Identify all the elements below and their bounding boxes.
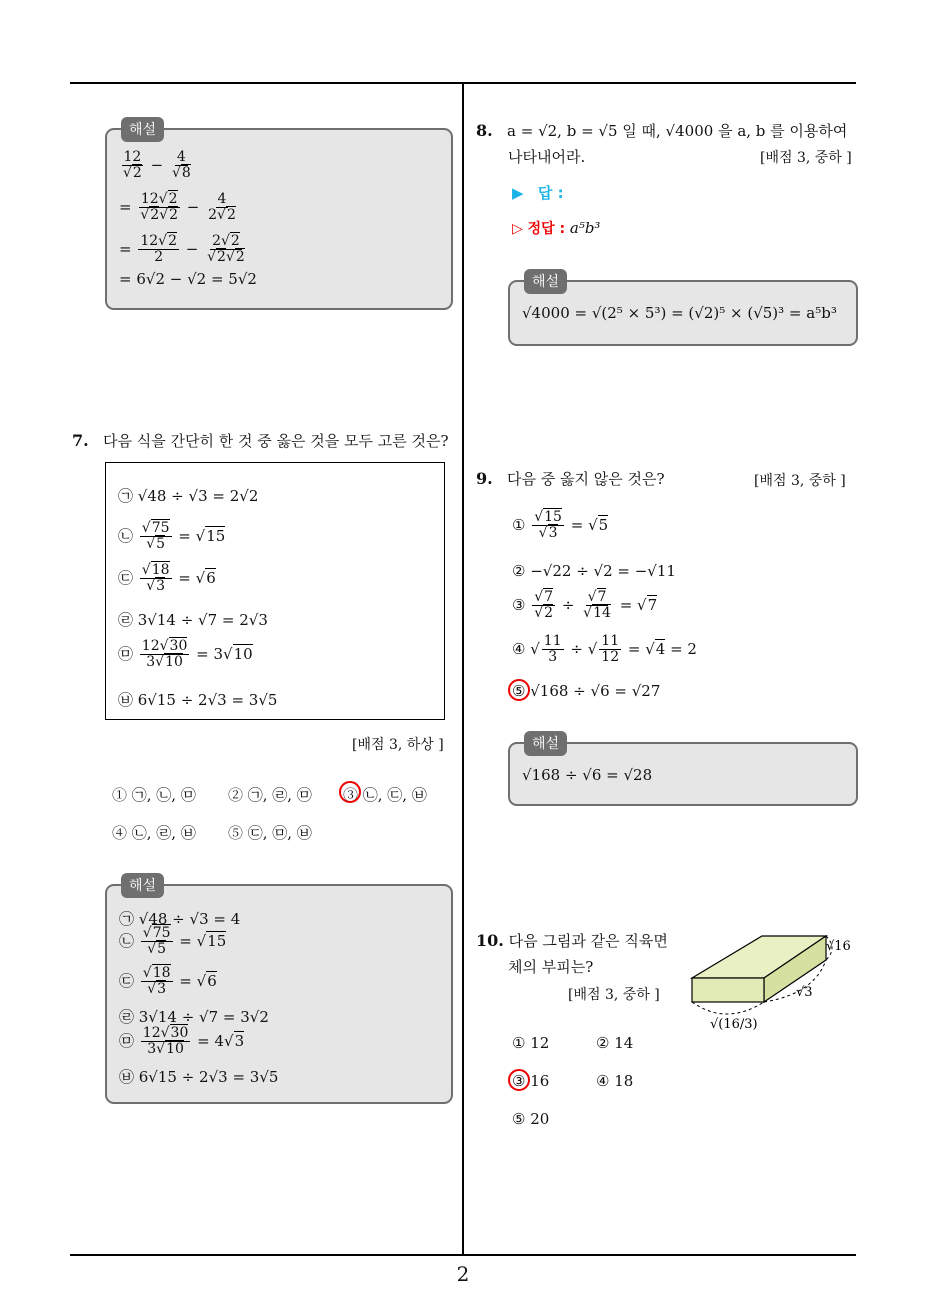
q7-explanation-1: ㉠ √48 ÷ √3 = 4 <box>119 910 241 928</box>
q8-score: [배점 3, 중하 ] <box>760 150 852 166</box>
q8-number: 8. <box>476 121 493 140</box>
q8-correct-value: a⁵b³ <box>569 219 601 237</box>
bottom-rule <box>70 1254 856 1256</box>
q7-choice-1[interactable]: ① ㉠, ㉡, ㉤ <box>112 786 196 804</box>
explanation-tag: 해설 <box>524 731 567 756</box>
q7-item-1: ㉠ √48 ÷ √3 = 2√2 <box>118 487 259 505</box>
q7-item-3: ㉢ $\frac{√18}{√3}$ = √6 <box>118 562 216 595</box>
q6-explanation-box <box>105 122 453 310</box>
q7-explanation-3: ㉢ $\frac{√18}{√3}$ = √6 <box>119 965 217 998</box>
q7-explanation-4: ㉣ 3√14 ÷ √7 = 3√2 <box>119 1008 269 1026</box>
q10-choice-5[interactable]: ⑤ 20 <box>512 1110 550 1128</box>
explanation-tag: 해설 <box>121 117 164 142</box>
outline-arrow-icon: ▷ <box>512 221 523 237</box>
q6-explanation-line-3: = $\frac{12√2}{2}$ − $\frac{2√2}{√2√2}$ <box>119 233 245 266</box>
dim-length-label: √(16/3) <box>710 1017 758 1032</box>
q8-explanation-box <box>508 274 858 346</box>
q9-explanation-text: √168 ÷ √6 = √28 <box>522 766 653 784</box>
dim-depth-label: √16 <box>826 939 851 954</box>
q7-choice-2[interactable]: ② ㉠, ㉣, ㉤ <box>228 786 312 804</box>
explanation-tag: 해설 <box>121 873 164 898</box>
q10-prompt-line2: 체의 부피는? <box>508 958 594 976</box>
q7-prompt: 다음 식을 간단히 한 것 중 옳은 것을 모두 고른 것은? <box>103 432 449 450</box>
q7-score: [배점 3, 하상 ] <box>352 737 444 753</box>
q9-choice-3[interactable]: ③ $\frac{√7}{√2}$ ÷ $\frac{√7}{√14}$ = √7 <box>512 589 658 622</box>
cuboid-figure <box>686 930 854 1044</box>
q6-explanation-line-1: $\frac{12}{√2}$ − $\frac{4}{√8}$ <box>123 149 191 182</box>
q7-number: 7. <box>72 431 89 450</box>
q7-item-6: ㉥ 6√15 ÷ 2√3 = 3√5 <box>118 691 278 709</box>
q6-explanation-line-4: = 6√2 − √2 = 5√2 <box>119 270 257 288</box>
q10-prompt-line1: 다음 그림과 같은 직육면 <box>508 932 668 950</box>
q7-explanation-box <box>105 878 453 1104</box>
play-arrow-icon: ▶ <box>512 184 524 202</box>
q8-correct-row <box>512 218 600 238</box>
q7-item-5: ㉤ $\frac{12√30}{3√10}$ = 3√10 <box>118 638 253 671</box>
explanation-tag: 해설 <box>524 269 567 294</box>
q9-header <box>476 468 665 489</box>
page-number: 2 <box>456 1262 470 1286</box>
q9-choice-4[interactable]: ④ √ $\frac{11}{3}$ ÷ √ $\frac{11}{12}$ = √4 = 2 <box>512 633 697 666</box>
q7-explanation-2: ㉡ $\frac{√75}{√5}$ = √15 <box>119 925 227 958</box>
q10-number: 10. <box>476 931 504 950</box>
q10-header <box>476 930 668 951</box>
dim-width-label: √3 <box>796 985 813 1000</box>
correct-answer-mark <box>508 1069 530 1091</box>
q9-choice-1[interactable]: ① $\frac{√15}{√3}$ = √5 <box>512 509 609 542</box>
q6-explanation-line-2: = $\frac{12√2}{√2√2}$ − $\frac{4}{2√2}$ <box>119 191 236 224</box>
q10-choice-2[interactable]: ② 14 <box>596 1034 634 1052</box>
column-divider <box>462 84 464 1256</box>
correct-answer-mark <box>508 679 530 701</box>
q7-item-4: ㉣ 3√14 ÷ √7 = 2√3 <box>118 611 268 629</box>
q8-answer-label: 답 : <box>537 184 564 202</box>
q10-choice-1[interactable]: ① 12 <box>512 1034 550 1052</box>
q7-explanation-6: ㉥ 6√15 ÷ 2√3 = 3√5 <box>119 1068 279 1086</box>
q9-number: 9. <box>476 469 493 488</box>
q9-choice-5[interactable]: ⑤ √168 ÷ √6 = √27 <box>512 682 661 700</box>
q7-header <box>72 430 449 451</box>
q9-score: [배점 3, 중하 ] <box>754 473 846 489</box>
q7-explanation-5: ㉤ $\frac{12√30}{3√10}$ = 4√3 <box>119 1025 245 1058</box>
q8-answer-row <box>512 182 564 203</box>
q7-choice-3[interactable]: ③ ㉡, ㉢, ㉥ <box>343 786 427 804</box>
q8-correct-label: 정답 : <box>527 221 566 237</box>
q10-choice-4[interactable]: ④ 18 <box>596 1072 634 1090</box>
q7-statement-box <box>105 462 445 720</box>
q9-prompt: 다음 중 옳지 않은 것은? <box>507 470 665 488</box>
q8-explanation-text: √4000 = √(2⁵ × 5³) = (√2)⁵ × (√5)³ = a⁵b³ <box>522 304 837 322</box>
q10-score: [배점 3, 중하 ] <box>568 987 660 1003</box>
q7-choice-5[interactable]: ⑤ ㉢, ㉤, ㉥ <box>228 824 312 842</box>
q7-item-2: ㉡ $\frac{√75}{√5}$ = √15 <box>118 520 226 553</box>
correct-answer-mark <box>339 781 361 803</box>
q8-header <box>476 120 847 141</box>
q7-choice-4[interactable]: ④ ㉡, ㉣, ㉥ <box>112 824 196 842</box>
q8-prompt-line2: 나타내어라. <box>508 148 586 166</box>
q8-prompt-line1: a = √2, b = √5 일 때, √4000 을 a, b 를 이용하여 <box>507 122 848 140</box>
q9-choice-2[interactable]: ② −√22 ÷ √2 = −√11 <box>512 562 676 580</box>
q9-explanation-box <box>508 736 858 806</box>
q10-choice-3[interactable]: ③ 16 <box>512 1072 550 1090</box>
